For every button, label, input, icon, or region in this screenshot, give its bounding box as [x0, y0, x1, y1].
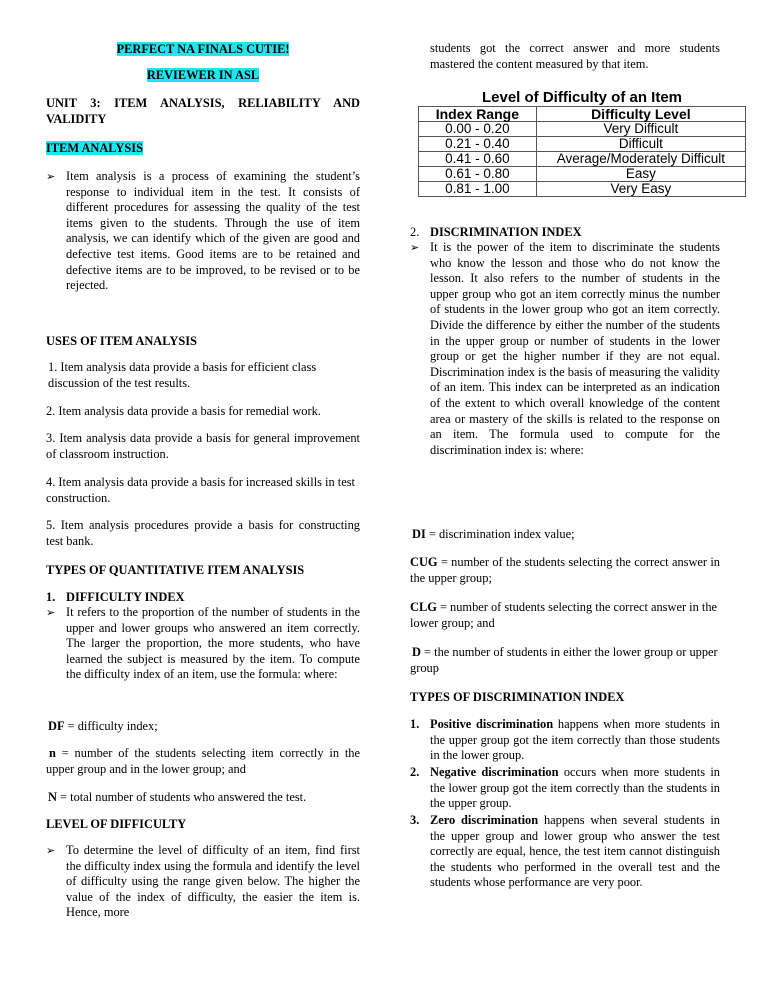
unit-title: UNIT 3: ITEM ANALYSIS, RELIABILITY AND VALIDITY — [46, 96, 360, 126]
def-N: N = total number of students who answered the test. — [48, 790, 307, 804]
page-title: PERFECT NA FINALS CUTIE! — [116, 42, 290, 56]
table-title: Level of Difficulty of an Item — [481, 89, 683, 106]
uses-item-1: 1. Item analysis data provide a basis for efficient class discussion of the test results. — [48, 360, 317, 390]
arrow-bullet-icon: ➢ — [410, 241, 420, 254]
table-header-row — [419, 106, 746, 121]
def-n: n = number of the students selecting item correctly in the upper group and in the lower group; and — [46, 746, 360, 776]
difficulty-index-text: It refers to the proportion of the number of students in the upper and lower groups who answered an item correctly. The larger the proportion, the more students, who have learned the subject is measured by the item. To compute the difficulty index of an item, use the formula: where: — [66, 605, 360, 682]
table-header: Index Range — [419, 106, 537, 121]
arrow-bullet-icon: ➢ — [46, 844, 56, 857]
table-row: 0.61 - 0.80 Easy — [419, 166, 746, 181]
uses-heading: USES OF ITEM ANALYSIS — [46, 334, 197, 348]
discrimination-index-text: It is the power of the item to discriminate the students who know the lesson and those who do not know the lesson. It also refers to the number of students in the upper group who got an item correctly minus the number of students in the lower group who got an item correctly. Divide the difference by either the number of the students in the upper group or number of students in the lower group or get the higher number if they are not equal. Discrimination index is the basis of measuring the validity of an item. This index can be interpreted as an indication of the extent to which overall knowledge of the content area or mastery of the skills is related to the response on an item. The formula used to compute for the discrimination index is: where: — [430, 240, 720, 457]
uses-item-5: 5. Item analysis procedures provide a basis for constructing test bank. — [46, 518, 360, 548]
table-row: 0.81 - 1.00 Very Easy — [419, 181, 746, 196]
def-d: D = the number of students in either the lower group or upper group — [410, 645, 718, 675]
item-analysis-heading: ITEM ANALYSIS — [46, 141, 143, 155]
uses-item-3: 3. Item analysis data provide a basis for general improvement of classroom instruction. — [46, 431, 360, 461]
def-df: DF = difficulty index; — [48, 719, 158, 733]
table-row: 0.00 - 0.20 Very Difficult — [419, 121, 746, 136]
item-analysis-text: Item analysis is a process of examining the student’s response to individual item in the test. It consists of different procedures for assessing the quality of the test items given to the students. Through the use of item analysis, we can identify which of the given are good and defective test items. Good items are to be retained and defective items are to be improved, to be revised or to be rejected. — [66, 169, 360, 293]
discrimination-index-bullet — [410, 240, 720, 458]
item-analysis-bullet — [46, 169, 360, 294]
uses-item-2: 2. Item analysis data provide a basis for remedial work. — [46, 404, 321, 418]
types-disc-heading: TYPES OF DISCRIMINATION INDEX — [410, 690, 625, 704]
disc-type-1: 1. Positive discrimination happens when more students in the upper group got the item correctly than those students in the lower group. — [410, 717, 720, 763]
difficulty-index-title: 1. DIFFICULTY INDEX — [46, 590, 185, 604]
table-row: 0.41 - 0.60 Average/Moderately Difficult — [419, 151, 746, 166]
level-text-part2: students got the correct answer and more students mastered the content measured by that item. — [430, 41, 720, 71]
level-bullet — [46, 843, 360, 921]
level-text-part1: To determine the level of difficulty of an item, find first the difficulty index using the formula and identify the level of difficulty using the range given below. The higher the value of the index of difficulty, the easier the item is. Hence, more — [66, 843, 360, 920]
types-quant-heading: TYPES OF QUANTITATIVE ITEM ANALYSIS — [46, 563, 305, 577]
table-header: Difficulty Level — [536, 106, 745, 121]
level-heading: LEVEL OF DIFFICULTY — [46, 817, 187, 831]
def-cug: CUG = number of the students selecting the correct answer in the upper group; — [410, 555, 720, 585]
page-title-block — [46, 42, 360, 58]
def-di: DI = discrimination index value; — [412, 527, 575, 541]
difficulty-table-block — [418, 90, 746, 197]
disc-type-2: 2. Negative discrimination occurs when more students in the lower group got the item correctly than the students in the upper group. — [410, 765, 720, 811]
disc-type-3: 3. Zero discrimination happens when several students in the upper group and lower group who answer the test correctly are equal, hence, the test item cannot distinguish the students who performed in the overall test and the students whose performance are very poor. — [410, 813, 720, 890]
uses-item-4: 4. Item analysis data provide a basis for increased skills in test construction. — [46, 475, 355, 505]
difficulty-table — [418, 106, 746, 197]
item-analysis-heading-block — [46, 141, 143, 157]
page-subtitle: REVIEWER IN ASL — [146, 68, 260, 82]
def-clg: CLG = number of students selecting the correct answer in the lower group; and — [410, 600, 718, 630]
table-row: 0.21 - 0.40 Difficult — [419, 136, 746, 151]
arrow-bullet-icon: ➢ — [46, 606, 56, 619]
arrow-bullet-icon: ➢ — [46, 170, 56, 183]
subtitle-block — [46, 68, 360, 84]
discrimination-index-title: 2. DISCRIMINATION INDEX — [410, 225, 582, 239]
difficulty-index-bullet — [46, 605, 360, 683]
